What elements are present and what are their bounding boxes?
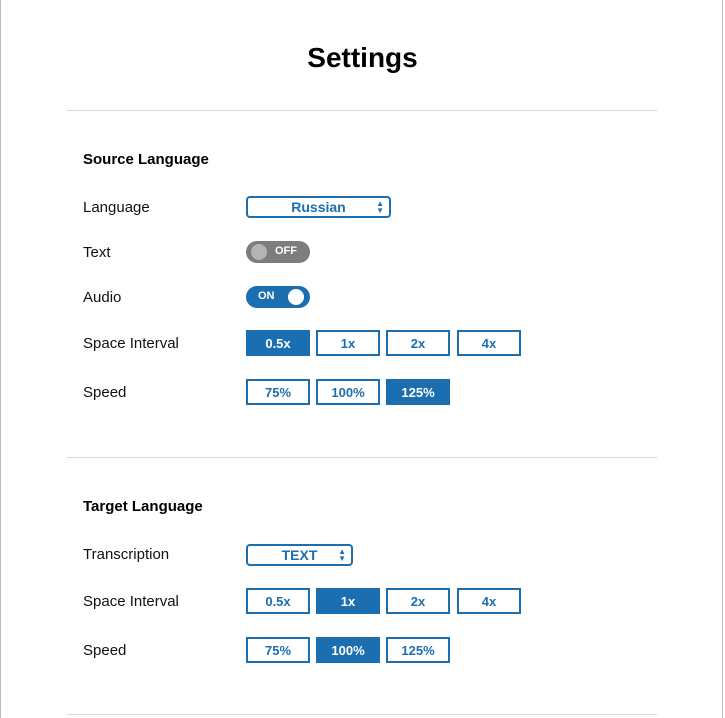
source-speed-option[interactable]: 75%	[246, 379, 310, 405]
source-audio-toggle[interactable]	[246, 286, 310, 308]
target-section-heading: Target Language	[83, 498, 203, 515]
select-arrows-icon: ▲ ▼	[376, 199, 384, 215]
target-space-interval-option[interactable]: 1x	[316, 588, 380, 614]
toggle-knob	[288, 289, 304, 305]
target-speed-option[interactable]: 75%	[246, 637, 310, 663]
source-space-interval-option[interactable]: 1x	[316, 330, 380, 356]
target-transcription-value: TEXT	[281, 547, 318, 563]
toggle-state-text: OFF	[275, 245, 297, 257]
toggle-knob	[251, 244, 267, 260]
source-space-interval-option[interactable]: 2x	[386, 330, 450, 356]
divider	[67, 714, 657, 715]
target-speed-option[interactable]: 100%	[316, 637, 380, 663]
toggle-state-text: ON	[258, 290, 275, 302]
divider	[67, 110, 657, 111]
target-transcription-select[interactable]	[246, 544, 353, 566]
source-space-interval-option[interactable]: 0.5x	[246, 330, 310, 356]
target-space-interval-option[interactable]: 2x	[386, 588, 450, 614]
page-title: Settings	[307, 42, 418, 73]
source-space-interval-label: Space Interval	[83, 335, 179, 352]
target-speed-label: Speed	[83, 642, 127, 659]
source-audio-label: Audio	[83, 289, 122, 306]
source-speed-option[interactable]: 100%	[316, 379, 380, 405]
source-language-label: Language	[83, 199, 150, 216]
select-arrows-icon: ▲ ▼	[338, 547, 346, 563]
source-section-heading: Source Language	[83, 151, 209, 168]
source-language-value: Russian	[291, 199, 346, 215]
source-speed-label: Speed	[83, 384, 127, 401]
source-language-select[interactable]	[246, 196, 391, 218]
source-speed-option[interactable]: 125%	[386, 379, 450, 405]
target-space-interval-option[interactable]: 0.5x	[246, 588, 310, 614]
target-speed-option[interactable]: 125%	[386, 637, 450, 663]
target-space-interval-label: Space Interval	[83, 593, 179, 610]
source-space-interval-option[interactable]: 4x	[457, 330, 521, 356]
source-text-toggle[interactable]	[246, 241, 310, 263]
divider	[67, 457, 657, 458]
target-space-interval-option[interactable]: 4x	[457, 588, 521, 614]
source-text-label: Text	[83, 244, 111, 261]
target-transcription-label: Transcription	[83, 546, 170, 563]
